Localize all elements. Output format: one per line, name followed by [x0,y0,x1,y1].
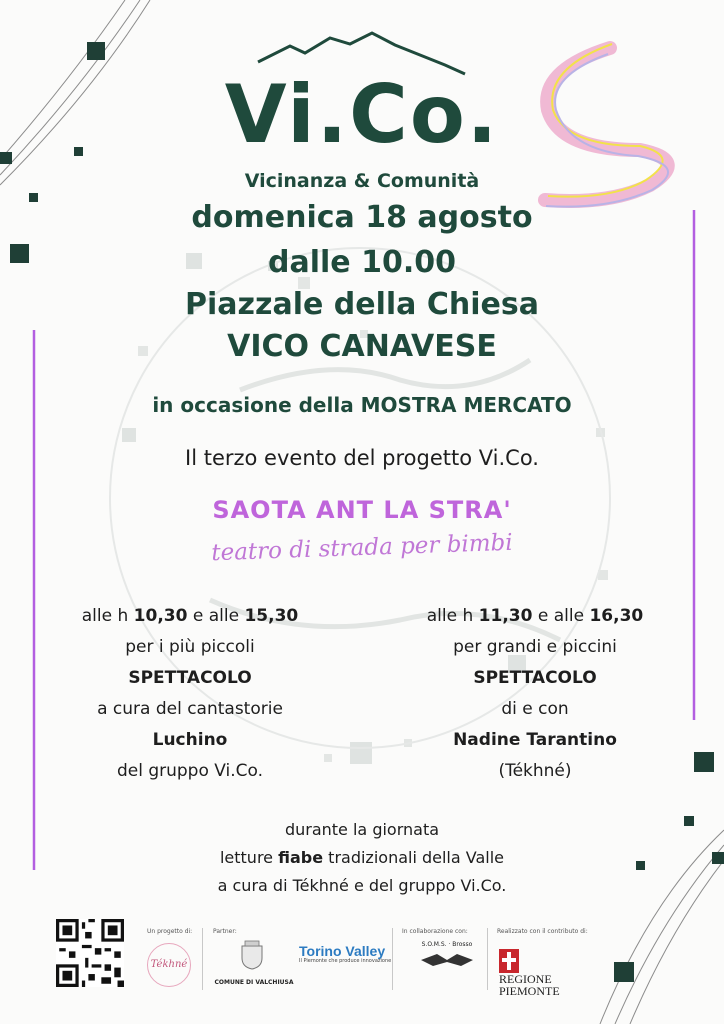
show-title: SAOTA ANT LA STRA' [212,496,512,524]
right-time2: 16,30 [589,606,644,626]
right-show [405,601,665,787]
regione-crest-icon [499,949,519,973]
logo-title: Vi.Co. [224,68,500,161]
bottom-line2 [0,844,724,872]
torino-valley-logo [299,944,391,964]
bottom-line2-post: tradizionali della Valle [328,848,505,867]
right-show-times [405,601,665,632]
bottom-info [0,816,724,900]
show-subtitle: teatro di strada per bimbi [210,529,514,567]
bottom-line3: a cura di Tékhné e del gruppo Vi.Co. [217,876,507,895]
left-time1: 10,30 [133,606,188,626]
right-group: (Tékhné) [498,761,572,781]
qr-code[interactable] [56,919,124,987]
torino-title: Torino Valley [299,943,386,959]
event-occasion: in occasione della MOSTRA MERCATO [152,393,572,417]
left-group: del gruppo Vi.Co. [116,761,264,781]
right-time1: 11,30 [478,606,533,626]
third-event: Il terzo evento del progetto Vi.Co. [185,446,539,470]
logo-subtitle: Vicinanza & Comunità [244,170,480,192]
soms-title: S.O.M.S. · Brosso [421,941,473,948]
comune-crest-icon [239,940,265,970]
right-audience: per grandi e piccini [453,637,617,657]
bottom-line2-bold: fiabe [278,848,324,867]
collab-label: In collaborazione con: [402,928,468,935]
regione-text: REGIONE PIEMONTE [499,972,560,998]
left-time2: 15,30 [244,606,299,626]
footer-divider [487,928,488,990]
bottom-line1: durante la giornata [284,820,440,839]
left-performer: Luchino [152,730,228,750]
event-date: domenica 18 agosto [191,200,533,235]
bottom-line2-pre: letture [219,848,274,867]
handshake-icon [417,948,477,970]
soms-logo [411,941,483,974]
right-kind: SPETTACOLO [473,668,597,688]
footer-divider [202,928,203,990]
right-credit: di e con [501,699,569,719]
torino-subtitle: Il Piemonte che produce innovazione [299,958,392,964]
left-and: e alle [192,606,240,626]
project-label: Un progetto di: [147,928,193,935]
left-prefix: alle h [81,606,129,626]
comune-label: COMUNE DI VALCHIUSA [214,979,294,986]
tekhne-logo: Tékhné [147,943,191,987]
right-and: e alle [537,606,585,626]
contrib-label: Realizzato con il contributo di: [497,928,588,935]
left-credit: a cura del cantastorie [97,699,283,719]
right-prefix: alle h [426,606,474,626]
event-time: dalle 10.00 [268,245,456,280]
left-show-times [60,601,320,632]
event-place: Piazzale della Chiesa [185,287,539,322]
footer-divider [392,928,393,990]
left-show [60,601,320,787]
right-performer: Nadine Tarantino [453,730,617,750]
partner-label: Partner: [213,928,237,935]
left-audience: per i più piccoli [125,637,255,657]
left-kind: SPETTACOLO [128,668,252,688]
event-town: VICO CANAVESE [227,329,497,364]
regione-logo [499,949,561,997]
